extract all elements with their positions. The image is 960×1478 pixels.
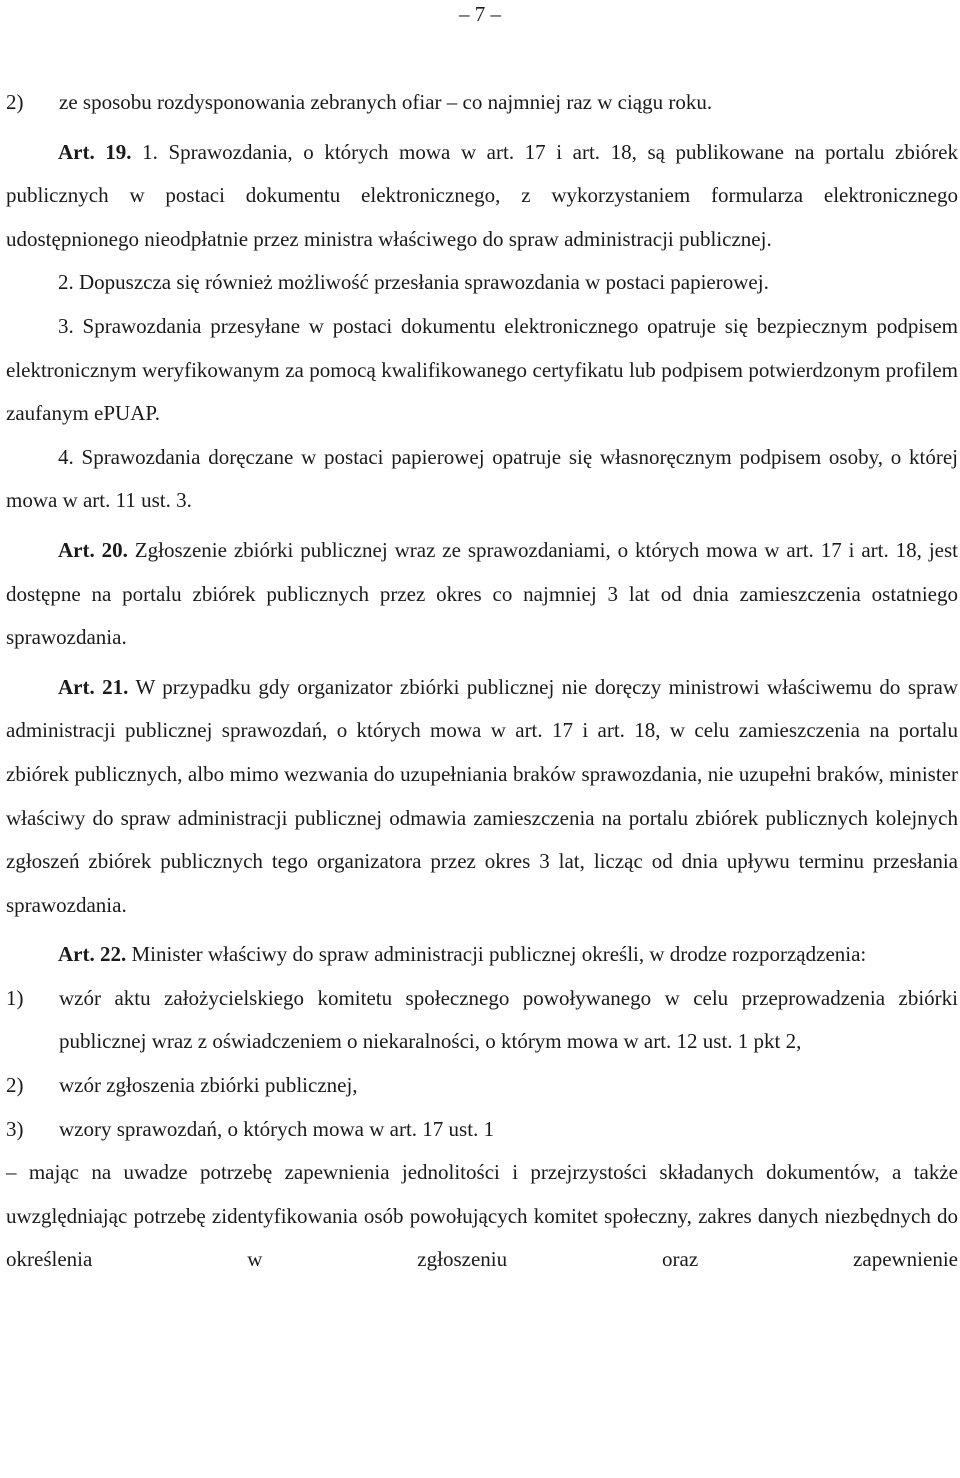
list-item-number: 1) [6, 985, 24, 1010]
article-19-text: 1. Sprawozdania, o których mowa w art. 17 i art. 18, są publikowane na portalu zbiórek publicznych w postaci dokumentu elektronicznego, z wykorzystaniem formularza elektronicznego udostępnionego nieodpłatnie przez ministra właściwego do spraw administracji publicznej. [6, 139, 958, 251]
list-item [6, 1064, 958, 1108]
list-item [6, 977, 958, 1064]
list-item-number: 2) [6, 1073, 24, 1098]
article-22-text: Minister właściwy do spraw administracji publicznej określi, w drodze rozporządzenia: [126, 942, 867, 967]
document-body [6, 81, 958, 1282]
article-19-ust-2: 2. Dopuszcza się również możliwość przesłania sprawozdania w postaci papierowej. [58, 270, 769, 295]
list-item-number: 3) [6, 1116, 24, 1141]
article-20-label: Art. 20. [58, 537, 128, 562]
list-item-number: 2) [6, 90, 24, 114]
article-21-label: Art. 21. [58, 674, 129, 699]
list-item-text: wzory sprawozdań, o których mowa w art. 17 ust. 1 [59, 1116, 495, 1141]
article-22-closing: – mając na uwadze potrzebę zapewnienia jednolitości i przejrzystości składanych dokumentów, a także uwzględniając potrzebę zidentyfikowania osób powołujących komitet społeczny, zakres danych niezbędnych do określenia w zgłoszeniu oraz zapewnienie [6, 1160, 958, 1272]
list-item-text: wzór zgłoszenia zbiórki publicznej, [59, 1073, 358, 1098]
article-19-label: Art. 19. [58, 139, 132, 164]
article-22 [6, 933, 958, 977]
list-item [6, 1108, 958, 1152]
article-20 [6, 529, 958, 660]
article-19-ust-3: 3. Sprawozdania przesyłane w postaci dokumentu elektronicznego opatruje się bezpiecznym podpisem elektronicznym weryfikowanym za pomocą kwalifikowanego certyfikatu lub podpisem potwierdzonym profilem zaufanym ePUAP. [6, 313, 958, 426]
list-item-text: wzór aktu założycielskiego komitetu społecznego powoływanego w celu przeprowadzenia zbiórki publicznej wraz z oświadczeniem o niekaralności, o którym mowa w art. 12 ust. 1 pkt 2, [59, 985, 958, 1054]
article-21-text: W przypadku gdy organizator zbiórki publicznej nie doręczy ministrowi właściwemu do spraw administracji publicznej sprawozdań, o których mowa w art. 17 i art. 18, w celu zamieszczenia na portalu zbiórek publicznych, albo mimo wezwania do uzupełniania braków sprawozdania, nie uzupełni braków, minister właściwy do spraw administracji publicznej odmawia zamieszczenia na portalu zbiórek publicznych kolejnych zgłoszeń zbiórek publicznych tego organizatora przez okres 3 lat, licząc od dnia upływu terminu przesłania sprawozdania. [6, 674, 959, 917]
article-19-ust-1 [6, 131, 958, 262]
list-item-text: ze sposobu rozdysponowania zebranych ofiar – co najmniej raz w ciągu roku. [59, 90, 713, 114]
page-number: – 7 – [459, 2, 501, 26]
article-19-ust-4: 4. Sprawozdania doręczane w postaci papierowej opatruje się własnoręcznym podpisem osoby, o której mowa w art. 11 ust. 3. [6, 444, 958, 513]
article-20-text: Zgłoszenie zbiórki publicznej wraz ze sprawozdaniami, o których mowa w art. 17 i art. 18, jest dostępne na portalu zbiórek publicznych przez okres co najmniej 3 lat od dnia zamieszczenia ostatniego sprawozdania. [6, 537, 958, 650]
article-22-label: Art. 22. [58, 942, 127, 967]
list-item [6, 81, 958, 125]
article-21 [6, 666, 958, 928]
